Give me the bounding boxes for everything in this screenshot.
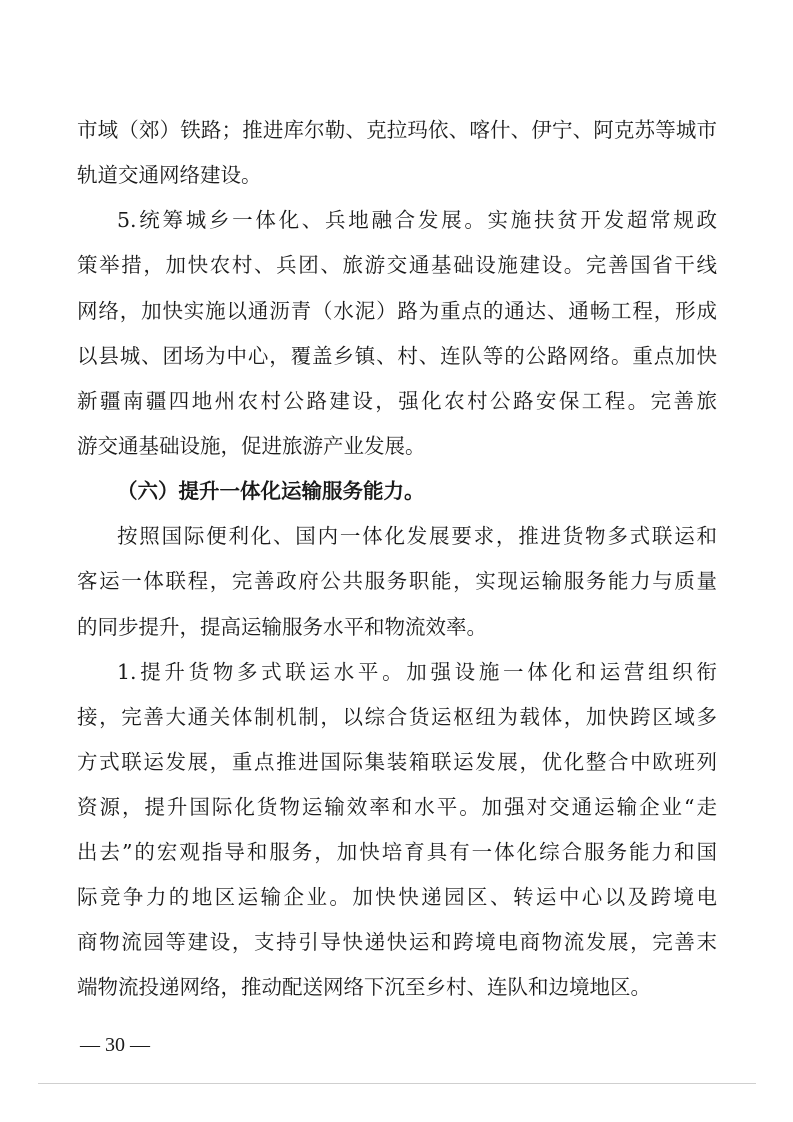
text-line: 轨道交通网络建设。 [77, 163, 262, 187]
page-number: — 30 — [80, 1034, 150, 1056]
text-line: 网络，加快实施以通沥青（水泥）路为重点的通达、通畅工程，形成 [77, 299, 717, 323]
text-line: 的同步提升，提高运输服务水平和物流效率。 [77, 615, 487, 639]
text-line: 商物流园等建设，支持引导快递快运和跨境电商物流发展，完善末 [77, 930, 717, 954]
text-line: 1.提升货物多式联运水平。加强设施一体化和运营组织衔 [117, 660, 717, 684]
text-line: 以县城、团场为中心，覆盖乡镇、村、连队等的公路网络。重点加快 [77, 344, 717, 368]
text-line: 资源，提升国际化货物运输效率和水平。加强对交通运输企业“走 [77, 795, 717, 819]
text-line: 端物流投递网络，推动配送网络下沉至乡村、连队和边境地区。 [77, 975, 651, 999]
text-line: 5.统筹城乡一体化、兵地融合发展。实施扶贫开发超常规政 [117, 208, 717, 232]
section-heading: （六）提升一体化运输服务能力。 [117, 479, 425, 503]
footer-divider [38, 1083, 756, 1084]
text-line: 际竞争力的地区运输企业。加快快递园区、转运中心以及跨境电 [77, 885, 717, 909]
text-line: 新疆南疆四地州农村公路建设，强化农村公路安保工程。完善旅 [77, 389, 717, 413]
text-line: 方式联运发展，重点推进国际集装箱联运发展，优化整合中欧班列 [77, 750, 717, 774]
text-line: 出去”的宏观指导和服务，加快培育具有一体化综合服务能力和国 [77, 840, 717, 864]
text-line: 接，完善大通关体制机制，以综合货运枢纽为载体，加快跨区域多 [77, 705, 717, 729]
text-line: 游交通基础设施，促进旅游产业发展。 [77, 434, 426, 458]
text-line: 市域（郊）铁路；推进库尔勒、克拉玛依、喀什、伊宁、阿克苏等城市 [77, 118, 717, 142]
text-line: 策举措，加快农村、兵团、旅游交通基础设施建设。完善国省干线 [77, 253, 717, 277]
text-line: 客运一体联程，完善政府公共服务职能，实现运输服务能力与质量 [77, 569, 717, 593]
text-line: 按照国际便利化、国内一体化发展要求，推进货物多式联运和 [117, 524, 717, 548]
